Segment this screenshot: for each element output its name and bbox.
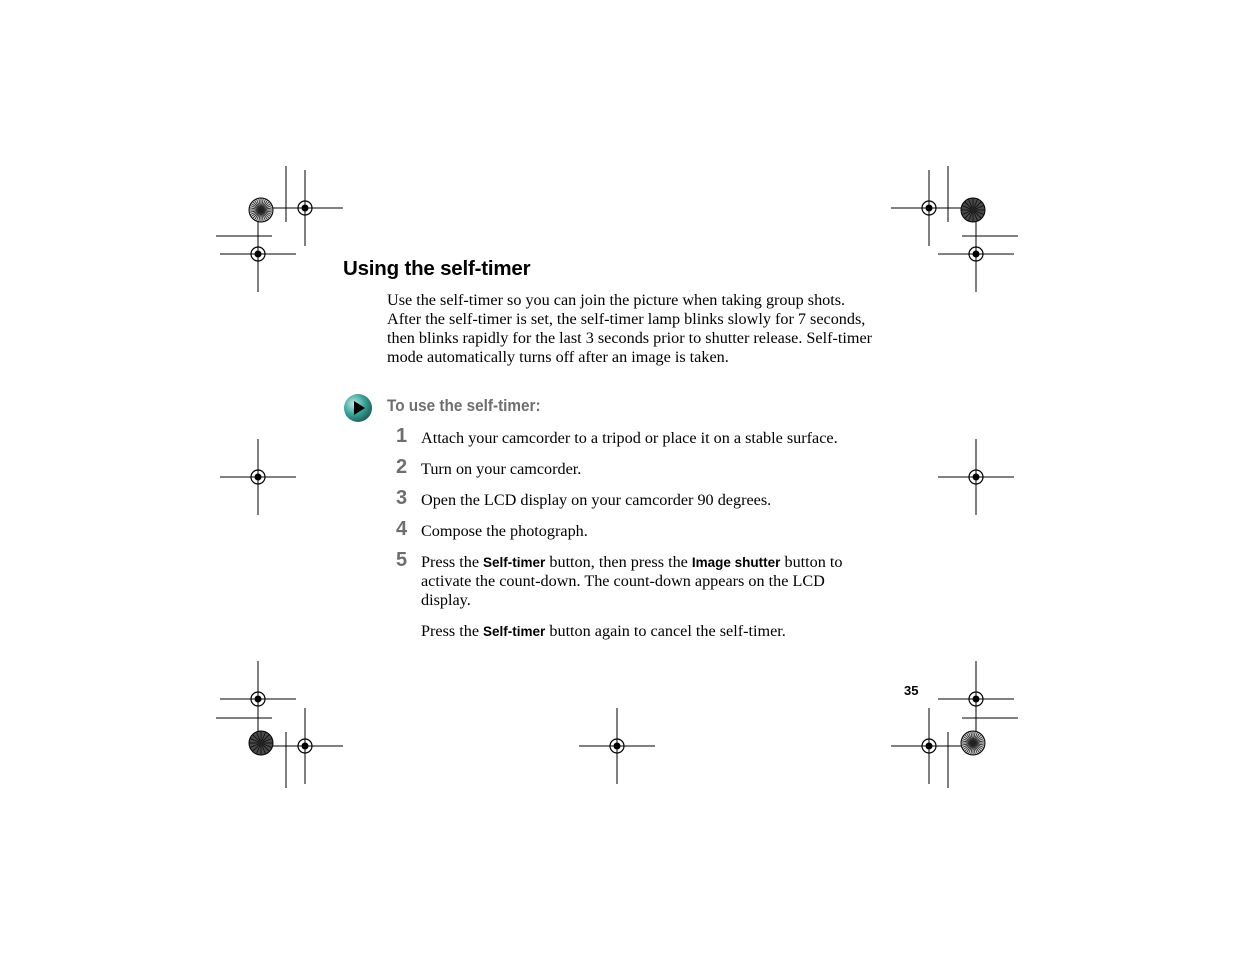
step-text: Open the LCD display on your camcorder 90 degrees.: [421, 491, 772, 509]
intro-line: then blinks rapidly for the last 3 seconds prior to shutter release. Self-timer: [387, 329, 873, 347]
registration-mark-icon: [220, 439, 296, 515]
star-target-icon: [249, 198, 273, 222]
step-text: Attach your camcorder to a tripod or place it on a stable surface.: [421, 429, 838, 447]
ui-label-self-timer: Self-timer: [483, 624, 546, 639]
step-line: [421, 553, 921, 572]
ui-label-self-timer: Self-timer: [483, 555, 546, 570]
step-line: activate the count-down. The count-down appears on the LCD: [421, 572, 825, 590]
text-run: Press the: [421, 553, 484, 571]
step-number: 1: [396, 425, 408, 447]
registration-mark-icon: [267, 170, 343, 246]
registration-mark-icon: [938, 439, 1014, 515]
intro-line: mode automatically turns off after an image is taken.: [387, 348, 729, 366]
registration-mark-icon: [891, 708, 967, 784]
step-note: [421, 622, 921, 641]
step-text: Compose the photograph.: [421, 522, 588, 540]
page-title: Using the self-timer: [343, 257, 531, 280]
text-run: button, then press the: [545, 553, 692, 571]
step-text: Turn on your camcorder.: [421, 460, 582, 478]
text-run: Press the: [421, 622, 484, 640]
intro-line: Use the self-timer so you can join the picture when taking group shots.: [387, 291, 846, 309]
star-target-icon: [961, 198, 985, 222]
text-run: button to: [780, 553, 843, 571]
star-target-icon: [961, 731, 985, 755]
note-line: [421, 622, 921, 641]
registration-mark-icon: [220, 661, 296, 737]
step-number: 5: [396, 549, 408, 571]
registration-mark-icon: [938, 661, 1014, 737]
step-number: 2: [396, 456, 408, 478]
play-arrow-icon: [343, 393, 373, 423]
step-number: 3: [396, 487, 408, 509]
registration-mark-icon: [579, 708, 655, 784]
page-number: 35: [904, 683, 919, 698]
ui-label-image-shutter: Image shutter: [691, 555, 781, 570]
procedure-title: To use the self-timer:: [387, 396, 541, 415]
star-target-icon: [249, 731, 273, 755]
registration-mark-icon: [891, 170, 967, 246]
registration-mark-icon: [220, 216, 296, 292]
step-text: [421, 553, 921, 610]
registration-mark-icon: [938, 216, 1014, 292]
step-number: 4: [396, 518, 408, 540]
step-line: display.: [421, 591, 471, 609]
intro-paragraph: [387, 291, 927, 367]
text-run: button again to cancel the self-timer.: [545, 622, 786, 640]
intro-line: After the self-timer is set, the self-timer lamp blinks slowly for 7 seconds,: [387, 310, 866, 328]
registration-mark-icon: [267, 708, 343, 784]
